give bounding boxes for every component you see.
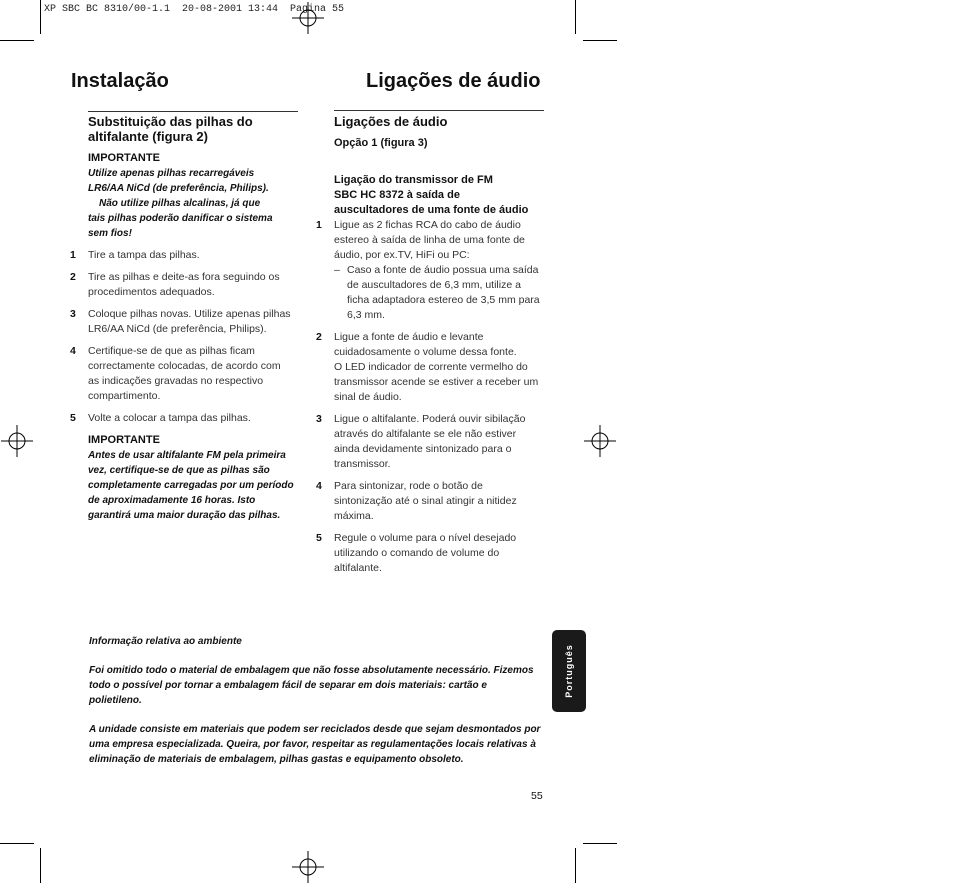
step-text: Para sintonizar, rode o botão de sintonização até o sinal atingir a nitidez máxima. (334, 480, 517, 522)
crop-mark-bottom-right-h (583, 843, 617, 844)
step-text: Tire a tampa das pilhas. (88, 249, 200, 261)
important-note-1 (88, 166, 300, 241)
step-text: Certifique-se de que as pilhas ficam correctamente colocadas, de acordo com as indicações gravadas no respectivo compartimento. (88, 345, 281, 402)
list-item (70, 411, 292, 426)
connection-subheading-line: auscultadores de uma fonte de áudio (334, 204, 529, 216)
crop-mark-bottom-left-h (0, 843, 34, 844)
registration-mark-left-icon (1, 425, 33, 457)
battery-steps-list (70, 248, 292, 433)
audio-steps-list (316, 218, 544, 583)
page-number: 55 (531, 790, 543, 802)
step-number: 2 (316, 331, 322, 343)
step-number: 2 (70, 271, 76, 283)
print-header: XP SBC BC 8310/00-1.1 20-08-2001 13:44 Pagina 55 (44, 4, 345, 15)
important-note-1-line: Não utilize pilhas alcalinas, já que (99, 198, 261, 209)
registration-mark-top-icon (292, 2, 324, 34)
list-item (70, 344, 292, 404)
page-title-right: Ligações de áudio (366, 70, 541, 92)
list-item (70, 307, 292, 337)
important-label-1: IMPORTANTE (88, 152, 160, 164)
step-number: 5 (316, 532, 322, 544)
crop-mark-top-right-v (575, 0, 576, 34)
crop-mark-top-right-h (583, 40, 617, 41)
environment-title: Informação relativa ao ambiente (89, 636, 242, 647)
important-note-1-line: sem fios! (88, 228, 132, 239)
crop-mark-bottom-left-v (40, 848, 41, 883)
environment-paragraph-2: A unidade consiste em materiais que podem ser reciclados desde que sejam desmontados por uma empresa especializada. Queira, por favor, respeitar as regulamentações locais relativas à eliminação de materiais de embalagem, pilhas gastas e equipamento obsoleto. (89, 724, 541, 765)
audio-section-heading: Ligações de áudio (334, 114, 448, 129)
list-item (316, 531, 544, 576)
language-tab-label: Português (564, 644, 574, 698)
battery-section-heading: Substituição das pilhas do altifalante (figura 2) (88, 114, 253, 144)
crop-mark-top-left-v (40, 0, 41, 34)
left-column-rule (88, 111, 298, 112)
step-number: 5 (70, 412, 76, 424)
step-number: 4 (316, 480, 322, 492)
registration-mark-bottom-icon (292, 851, 324, 883)
connection-subheading-line: Ligação do transmissor de FM (334, 174, 493, 186)
step-number: 3 (70, 308, 76, 320)
list-item (316, 218, 544, 323)
important-note-1-line: Utilize apenas pilhas recarregáveis (88, 168, 255, 179)
step-text: Coloque pilhas novas. Utilize apenas pilhas LR6/AA NiCd (de preferência, Philips). (88, 308, 291, 335)
sub-item (334, 263, 544, 323)
environment-paragraph-1: Foi omitido todo o material de embalagem que não fosse absolutamente necessário. Fizemos todo o possível por tornar a embalagem fácil de separar em dois materiais: cartão e polietileno. (89, 665, 534, 706)
page-title-left: Instalação (71, 70, 169, 92)
step-number: 4 (70, 345, 76, 357)
important-label-2: IMPORTANTE (88, 434, 160, 446)
step-text: Regule o volume para o nível desejado utilizando o comando de volume do altifalante. (334, 532, 517, 574)
step-number: 3 (316, 413, 322, 425)
list-item (316, 412, 544, 472)
step-text: Ligue as 2 fichas RCA do cabo de áudio estereo à saída de linha de uma fonte de áudio, por ex.TV, HiFi ou PC: (334, 219, 525, 261)
environment-section (89, 634, 541, 781)
dash-bullet: – (334, 264, 340, 276)
connection-subheading-line: SBC HC 8372 à saída de (334, 189, 460, 201)
step-text: Ligue o altifalante. Poderá ouvir sibilação através do altifalante se ele não estiver ainda devidamente sintonizado para o transmissor. (334, 413, 526, 470)
step-number: 1 (316, 219, 322, 231)
list-item (70, 270, 292, 300)
list-item (316, 330, 544, 405)
step-text: Tire as pilhas e deite-as fora seguindo os procedimentos adequados. (88, 271, 280, 298)
list-item (70, 248, 292, 263)
step-extra-text: O LED indicador de corrente vermelho do transmissor acende se estiver a receber um sinal de áudio. (334, 361, 539, 403)
important-note-1-line: tais pilhas poderão danificar o sistema (88, 213, 273, 224)
step-number: 1 (70, 249, 76, 261)
crop-mark-bottom-right-v (575, 848, 576, 883)
important-note-1-line: LR6/AA NiCd (de preferência, Philips). (88, 183, 269, 194)
important-note-2: Antes de usar altifalante FM pela primeira vez, certifique-se de que as pilhas são completamente carregadas por um período de aproximadamente 16 horas. Isto garantirá uma maior duração das pilhas. (88, 450, 294, 521)
step-text: Ligue a fonte de áudio e levante cuidadosamente o volume dessa fonte. (334, 331, 517, 358)
sub-item-text: Caso a fonte de áudio possua uma saída de auscultadores de 6,3 mm, utilize a ficha adaptadora estereo de 3,5 mm para 6,3 mm. (347, 264, 540, 321)
right-column-rule (334, 110, 544, 111)
list-item (316, 479, 544, 524)
step-text: Volte a colocar a tampa das pilhas. (88, 412, 251, 424)
registration-mark-right-icon (584, 425, 616, 457)
connection-subheading (334, 173, 549, 218)
crop-mark-top-left-h (0, 40, 34, 41)
option-label: Opção 1 (figura 3) (334, 137, 428, 149)
language-tab (552, 630, 586, 712)
